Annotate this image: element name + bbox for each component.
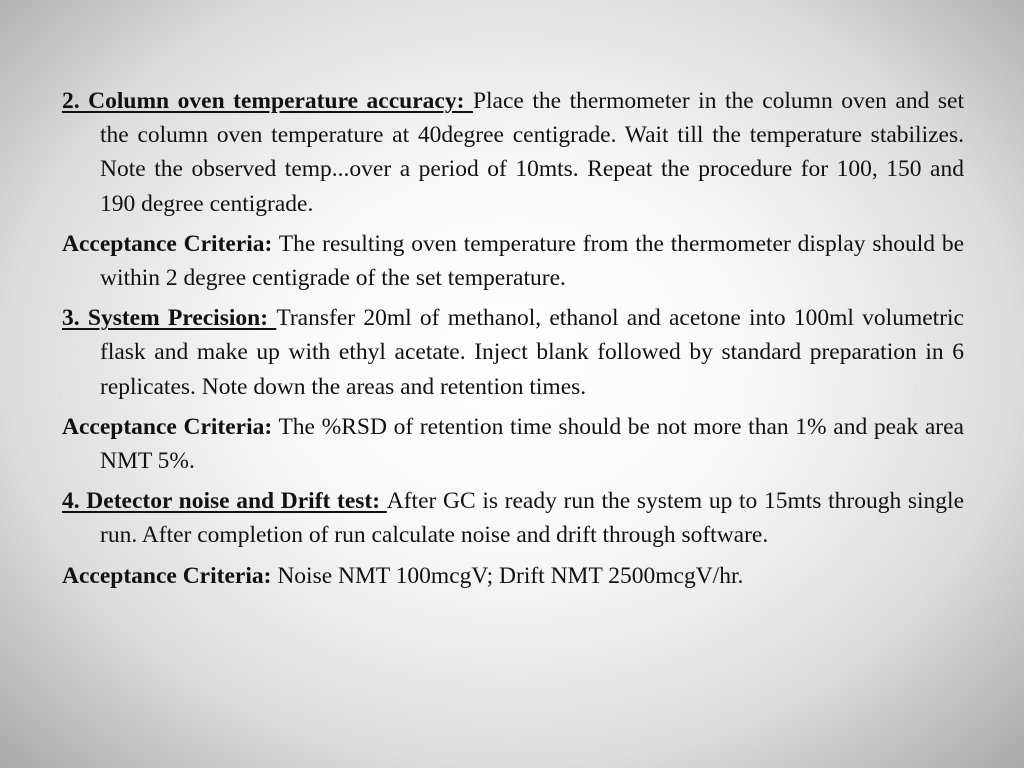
detector-noise-drift-acceptance-label: Acceptance Criteria: [62, 562, 272, 589]
detector-noise-drift-acceptance-text: Noise NMT 100mcgV; Drift NMT 2500mcgV/hr. [271, 562, 744, 589]
system-precision-acceptance-label: Acceptance Criteria: [62, 413, 273, 440]
column-oven-acceptance-text: The resulting oven temperature from the thermometer display should be within 2 degree centigrade of the set temperature. [100, 230, 964, 292]
system-precision-acceptance-text: The %RSD of retention time should be not more than 1% and peak area NMT 5%. [100, 413, 964, 475]
detector-noise-drift-acceptance-section [62, 559, 964, 593]
system-precision-text: Transfer 20ml of methanol, ethanol and acetone into 100ml volumetric flask and make up with ethyl acetate. Inject blank followed by standard preparation in 6 replicates. Note down the areas and retention times. [100, 305, 964, 400]
column-oven-acceptance-section [62, 227, 964, 295]
column-oven-accuracy-heading: 2. Column oven temperature accuracy: [62, 88, 473, 114]
column-oven-accuracy-section [62, 84, 964, 221]
detector-noise-drift-heading: 4. Detector noise and Drift test: [62, 488, 387, 515]
column-oven-accuracy-text: Place the thermometer in the column oven and set the column oven temperature at 40degree centigrade. Wait till the temperature stabilizes. Note the observed temp...over a period of 10mts. Repeat the procedure for 100, 150 and 190 degree centigrade. [100, 88, 964, 217]
detector-noise-drift-text: After GC is ready run the system up to 15mts through single run. After completion of run calculate noise and drift through software. [100, 488, 964, 549]
system-precision-acceptance-section [62, 410, 964, 478]
slide-body [62, 84, 964, 599]
detector-noise-drift-section [62, 484, 964, 552]
system-precision-heading: 3. System Precision: [62, 305, 277, 332]
column-oven-acceptance-label: Acceptance Criteria: [62, 230, 273, 257]
system-precision-section [62, 301, 964, 404]
